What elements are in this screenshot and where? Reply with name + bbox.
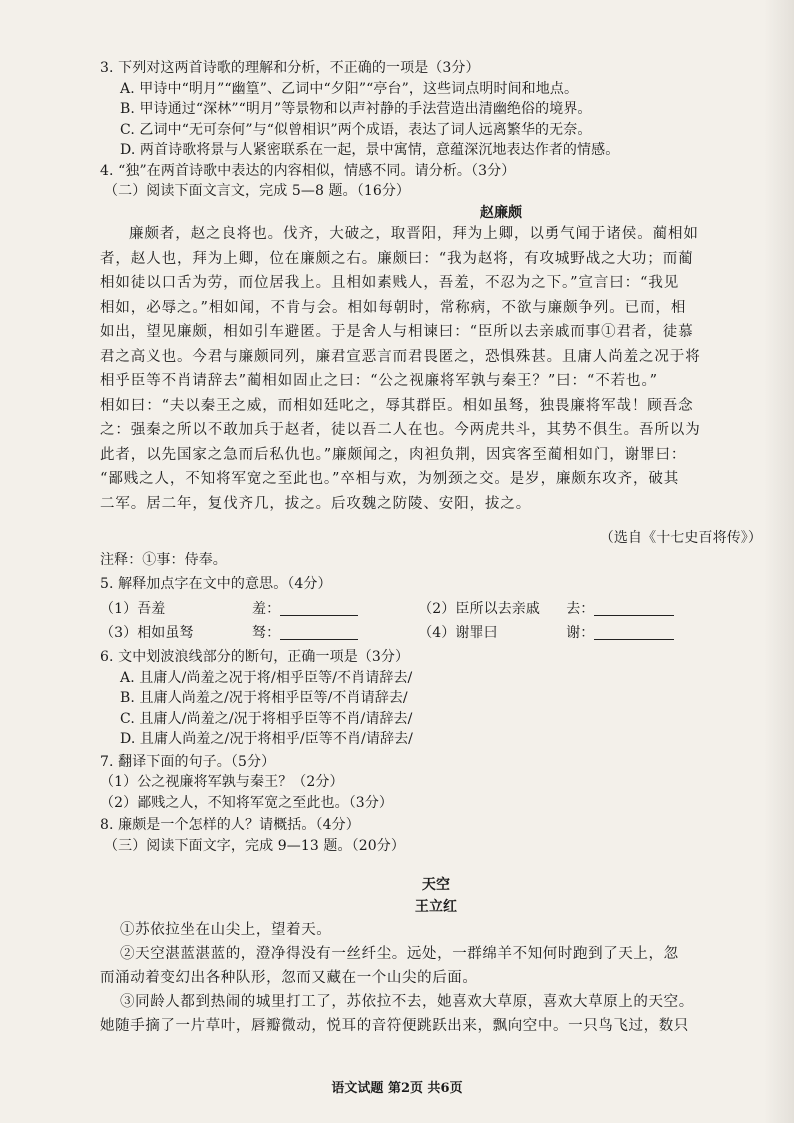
q3-option-b: B. 甲诗通过“深林”“明月”等景物和以声衬静的手法营造出清幽绝俗的境界。 — [120, 101, 592, 117]
passage-source — [100, 528, 772, 549]
passage-line: 君之高义也。今君与廉颇同列，廉君宣恶言而君畏匿之，恐惧殊甚。且庸人尚羞之况于将 — [100, 348, 701, 365]
q5-answer-blank-4[interactable] — [594, 625, 674, 640]
story-paragraph-2-cont: 而涌动着变幻出各种队形，忽而又藏在一个山尖的后面。 — [100, 970, 478, 986]
q6-option-a: A. 且庸人/尚羞之况于将/相乎臣等/不肖请辞去/ — [120, 669, 413, 686]
story-paragraph-2: ②天空湛蓝湛蓝的，澄净得没有一丝纤尘。远处，一群绵羊不知何时跑到了天上，忽 — [120, 946, 679, 962]
q5-item-1: （1）吾羞 — [100, 601, 166, 617]
q5-key-1: 羞： — [252, 601, 281, 617]
question-8: 8. 廉颇是一个怎样的人？请概括。（4分） — [100, 817, 360, 833]
q5-answer-blank-1[interactable] — [280, 601, 358, 616]
passage-line: 相如徒以口舌为劳，而位居我上。且相如素贱人，吾羞，不忍为之下。”宣言曰：“我见 — [100, 275, 680, 291]
q5-key-4: 谢： — [566, 625, 595, 641]
passage-line: 之：强秦之所以不敢加兵于赵者，徒以吾二人在也。今两虎共斗，其势不俱生。吾所以为 — [100, 422, 701, 438]
q5-item-3: （3）相如虽驽 — [100, 625, 194, 641]
source-citation: （选自《十七史百将传》） — [599, 530, 762, 546]
modern-text-header — [100, 875, 772, 917]
q3-option-d: D. 两首诗歌将景与人紧密联系在一起，景中寓情，意蕴深沉地表达作者的情感。 — [120, 142, 620, 158]
passage-line: 相如，必辱之。”相如闻，不肯与会。相如每朝时，常称病，不欲与廉颇争列。已而，相 — [100, 299, 687, 316]
q5-stem: 5. 解释加点字在文中的意思。（4分） — [100, 575, 332, 592]
passage-line: 相如曰：“夫以秦王之威，而相如廷叱之，辱其群臣。相如虽驽，独畏廉将军哉！顾吾念 — [100, 397, 694, 414]
q6-option-b: B. 且庸人尚羞之/况于将相乎臣等/不肖请辞去/ — [120, 690, 408, 706]
q5-answer-blank-2[interactable] — [594, 601, 674, 616]
story-paragraph-1: ①苏依拉坐在山尖上，望着天。 — [120, 922, 332, 938]
story-paragraph-3-cont: 她随手摘了一片草叶，唇瓣微动，悦耳的音符便跳跃出来，飘向空中。一只鸟飞过，数只 — [100, 1018, 689, 1034]
section-3-heading: （三）阅读下面文字，完成 9—13 题。（20分） — [104, 837, 405, 854]
classical-title: 赵廉颇 — [479, 205, 523, 221]
q6-option-c: C. 且庸人/尚羞之/况于将相乎臣等不肖/请辞去/ — [120, 710, 413, 727]
questions-5-8 — [100, 550, 772, 856]
q6-stem: 6. 文中划波浪线部分的断句，正确一项是（3分） — [100, 649, 410, 665]
story-author: 王立红 — [414, 898, 458, 915]
q6-option-d: D. 且庸人尚羞之/况于将相乎/臣等不肖/请辞去/ — [120, 731, 413, 747]
passage-line: 如出，望见廉颇，相如引车避匿。于是舍人与相谏曰：“臣所以去亲戚而事①君者，徒慕 — [100, 324, 694, 340]
question-4: 4. “独”在两首诗歌中表达的内容相似，情感不同。请分析。（3分） — [100, 162, 516, 179]
passage-line: 者，赵人也，拜为上卿，位在廉颇之右。廉颇曰：“我为赵将，有攻城野战之大功；而蔺 — [100, 250, 694, 267]
question-3 — [100, 58, 772, 202]
classical-text — [100, 203, 772, 224]
modern-text-passage — [100, 918, 772, 1038]
q7-sentence-1: （1）公之视廉将军孰与秦王？（2分） — [100, 774, 344, 790]
q7-sentence-2: （2）鄙贱之人，不知将军宽之至此也。（3分） — [100, 794, 394, 811]
q5-item-2: （2）臣所以去亲戚 — [418, 601, 541, 617]
passage-line: 相乎臣等不肖请辞去”蔺相如固止之曰：“公之视廉将军孰与秦王？”曰：“不若也。” — [100, 373, 658, 389]
story-paragraph-3: ③同龄人都到热闹的城里打工了，苏依拉不去，她喜欢大草原，喜欢大草原上的天空。 — [120, 994, 694, 1010]
classical-passage — [100, 222, 772, 516]
section-2-heading: （二）阅读下面文言文，完成 5—8 题。（16分） — [104, 183, 411, 199]
q3-stem: 3. 下列对这两首诗歌的理解和分析，不正确的一项是（3分） — [100, 60, 480, 76]
q5-item-4: （4）谢罪曰 — [418, 625, 498, 641]
q5-key-3: 驽： — [252, 625, 281, 641]
q3-option-a: A. 甲诗中“明月”“幽篁”、乙词中“夕阳”“亭台”，这些词点明时间和地点。 — [120, 80, 579, 97]
q7-stem: 7. 翻译下面的句子。（5分） — [100, 753, 276, 770]
q5-row-1 — [100, 599, 772, 623]
scan-edge-shadow — [764, 0, 794, 1123]
q5-answer-blank-3[interactable] — [280, 625, 358, 640]
passage-line: 二军。居二年，复伐齐几，拔之。后攻魏之防陵、安阳，拔之。 — [100, 495, 532, 512]
q5-key-2: 去： — [566, 601, 595, 617]
passage-line: 此者，以先国家之急而后私仇也。”廉颇闻之，肉袒负荆，因宾客至蔺相如门，谢罪曰： — [100, 446, 687, 463]
story-title: 天空 — [421, 877, 451, 893]
q5-row-2 — [100, 623, 772, 647]
passage-line: “鄙贱之人，不知将军宽之至此也。”卒相与欢，为刎颈之交。是岁，廉颇东攻齐，破其 — [100, 471, 680, 487]
passage-line: 廉颇者，赵之良将也。伐齐，大破之，取晋阳，拜为上卿，以勇气闻于诸侯。蔺相如 — [129, 226, 699, 242]
page-footer: 语文试题 第2页 共6页 — [331, 1081, 463, 1096]
q3-option-c: C. 乙词中“无可奈何”与“似曾相识”两个成语，表达了词人远离繁华的无奈。 — [120, 121, 592, 138]
annotation-note: 注释：①事：侍奉。 — [100, 552, 227, 568]
